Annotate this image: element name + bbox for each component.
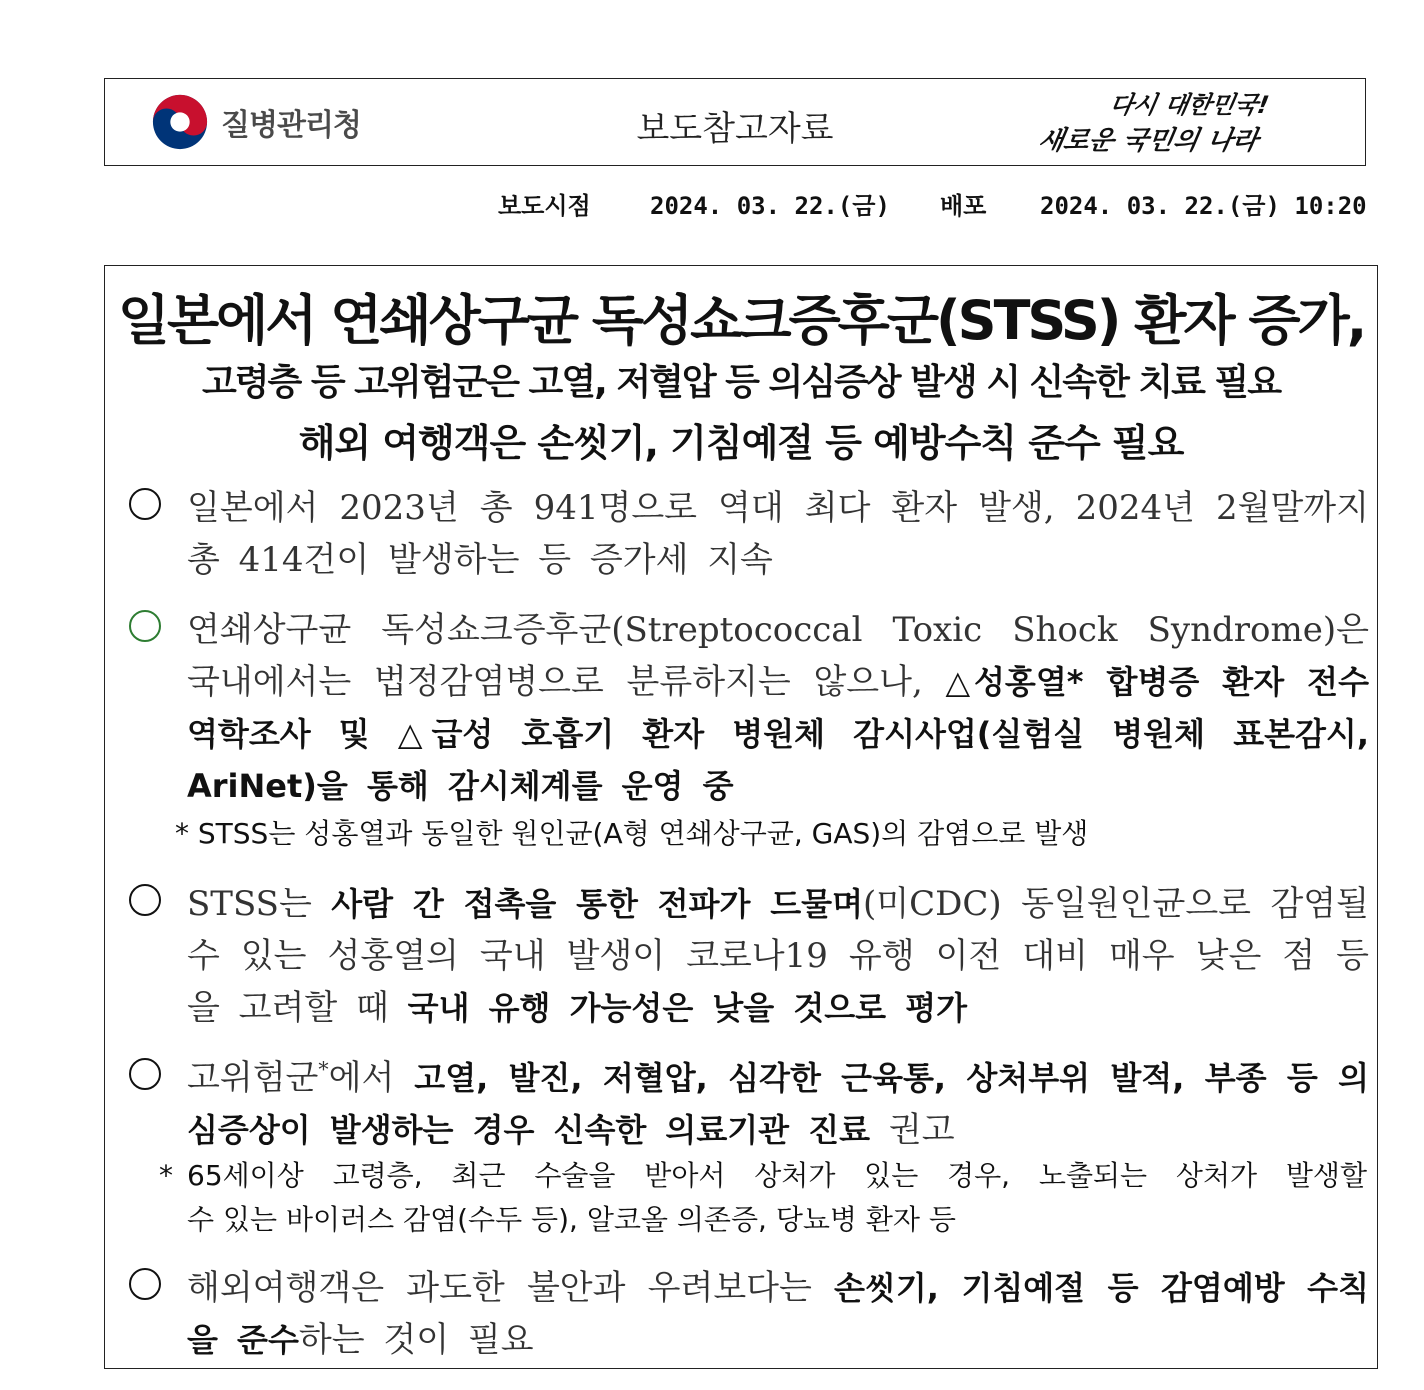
distribution-label: 배포	[940, 192, 987, 220]
bullet-item-2	[129, 604, 1369, 812]
bullet-item-5	[129, 1262, 1369, 1366]
embargo-label: 보도시점	[498, 192, 591, 220]
bullet-text	[187, 604, 1369, 812]
footnote-high-risk-line-2: 수 있는 바이러스 감염(수두 등), 알코올 의존증, 당뇨병 환자 등	[187, 1203, 956, 1236]
embargo-date: 2024. 03. 22.(금)	[650, 192, 890, 220]
bullet-plain-text: 고위험군	[187, 1058, 319, 1098]
footnote-stss: * STSS는 성홍열과 동일한 원인균(A형 연쇄상구균, GAS)의 감염으로 발생	[175, 817, 1089, 850]
bullet-item-1	[129, 482, 1369, 586]
bullet-bold-text: 손씻기, 기침예절 등 감염예방 수칙을 준수	[187, 1269, 1369, 1359]
bullet-plain-text: (미CDC) 동일원인균으로 감염될 수 있는 성홍열의 국내 발생이 코로나19 유행 이전 대비 매우 낮은 점 등을 고려할 때	[187, 884, 1369, 1028]
bullet-plain-text: 에서	[328, 1058, 415, 1098]
header-box	[104, 78, 1366, 166]
circle-bullet-icon	[129, 1058, 161, 1090]
bullet-text	[187, 1262, 1369, 1366]
bullet-plain-text: 해외여행객은 과도한 불안과 우려보다는	[187, 1268, 835, 1308]
subheadline-1: 고령층 등 고위험군은 고열, 저혈압 등 의심증상 발생 시 신속한 치료 필요	[201, 362, 1281, 403]
footnote-high-risk-line-1: 65세이상 고령층, 최근 수술을 받아서 상처가 있는 경우, 노출되는 상처가 발생할	[187, 1159, 1367, 1192]
bullet-bold-text: 고열, 발진, 저혈압, 심각한 근육통, 상처부위 발적, 부종 등 의심증상이 발생하는 경우 신속한 의료기관 진료	[187, 1059, 1369, 1149]
bullet-plain-text: 권고	[870, 1110, 955, 1150]
footnote-marker: *	[318, 1057, 329, 1082]
agency-name: 질병관리청	[221, 108, 361, 143]
bullet-item-3	[129, 878, 1369, 1034]
circle-bullet-icon	[129, 488, 161, 520]
slogan-line-1: 다시 대한민국!	[1107, 91, 1272, 119]
bullet-text	[187, 878, 1369, 1034]
bullet-bold-text: 국내 유행 가능성은 낮을 것으로 평가	[407, 989, 968, 1027]
bullet-text	[187, 1052, 1369, 1156]
government-slogan	[1035, 85, 1279, 157]
circle-bullet-icon	[129, 884, 161, 916]
content-box	[104, 265, 1378, 1369]
bullet-plain-text: 연쇄상구균 독성쇼크증후군(Streptococcal Toxic Shock Syndrome)은 국내에서는 법정감염병으로 분류하지는 않으나,	[187, 610, 1369, 702]
bullet-text: 일본에서 2023년 총 941명으로 역대 최다 환자 발생, 2024년 2월말까지 총 414건이 발생하는 등 증가세 지속	[187, 488, 1369, 580]
bullet-item-4	[129, 1052, 1369, 1156]
slogan-line-2: 새로운 국민의 나라	[1035, 126, 1261, 156]
bullet-plain-text: 하는 것이 필요	[298, 1320, 534, 1360]
subheadline-2: 해외 여행객은 손씻기, 기침예절 등 예방수칙 준수 필요	[298, 421, 1184, 465]
bullet-bold-text: 사람 간 접촉을 통한 전파가 드물며	[331, 885, 863, 923]
circle-bullet-icon	[129, 610, 161, 642]
footnote-marker-star: *	[159, 1159, 173, 1192]
circle-bullet-icon	[129, 1268, 161, 1300]
headline: 일본에서 연쇄상구균 독성쇼크증후군(STSS) 환자 증가,	[117, 289, 1365, 352]
distribution-date: 2024. 03. 22.(금) 10:20	[1040, 192, 1367, 220]
document-type: 보도참고자료	[636, 109, 834, 149]
bullet-plain-text: STSS는	[187, 884, 332, 924]
bullet-bold-text: △성홍열* 합병증 환자 전수 역학조사 및 △급성 호흡기 환자 병원체 감시사업(실험실 병원체 표본감시, AriNet)을 통해 감시체계를 운영 중	[187, 663, 1369, 805]
